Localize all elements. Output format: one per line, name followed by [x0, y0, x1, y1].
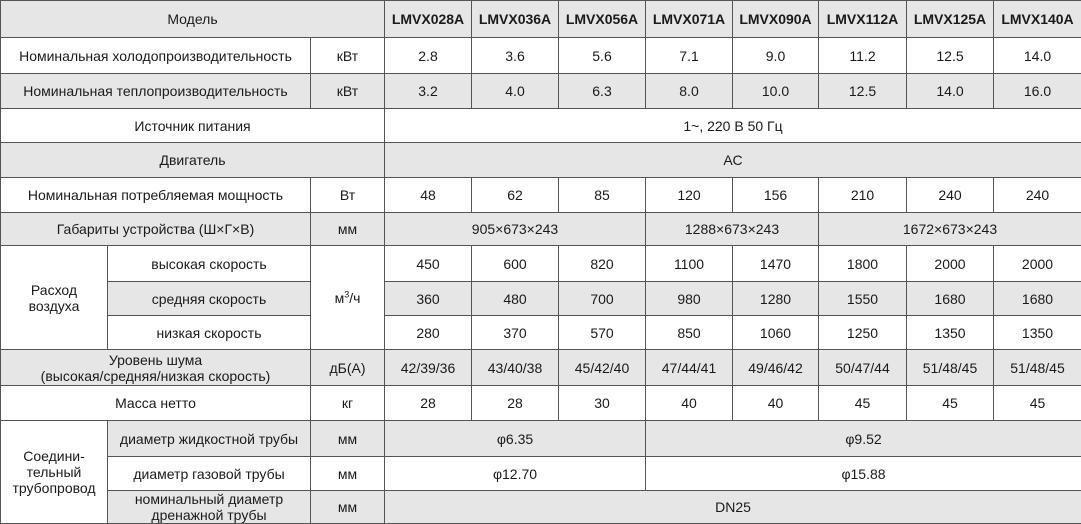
dimensions-value: 1288×673×243 — [646, 213, 819, 246]
airflow-high-label: высокая скорость — [108, 246, 311, 282]
power-input-value: 62 — [472, 178, 559, 213]
noise-value: 45/42/40 — [559, 350, 646, 386]
power-supply-row — [1, 109, 1081, 143]
airflow-high-value: 2000 — [907, 246, 994, 282]
cooling-value: 9.0 — [733, 38, 819, 74]
weight-unit: кг — [311, 386, 385, 421]
airflow-high-value: 600 — [472, 246, 559, 282]
airflow-unit-sup: 3 — [344, 289, 349, 299]
drain-pipe-row — [1, 491, 1081, 524]
header-row — [1, 1, 1081, 38]
heating-label: Номинальная теплопроизводительность — [1, 74, 311, 109]
power-input-unit: Вт — [311, 178, 385, 213]
noise-row — [1, 350, 1081, 386]
airflow-high-value: 1800 — [819, 246, 907, 282]
cooling-value: 5.6 — [559, 38, 646, 74]
motor-value: АС — [385, 143, 1081, 178]
motor-row — [1, 143, 1081, 178]
weight-value: 30 — [559, 386, 646, 421]
cooling-value: 2.8 — [385, 38, 472, 74]
weight-value: 40 — [733, 386, 819, 421]
airflow-low-value: 1060 — [733, 316, 819, 350]
model-name: LMVX125A — [907, 1, 994, 38]
airflow-medium-value: 480 — [472, 282, 559, 316]
drain-pipe-label-line: номинальный диаметр — [110, 491, 308, 507]
noise-label — [1, 350, 311, 386]
airflow-high-value: 450 — [385, 246, 472, 282]
dimensions-label: Габариты устройства (Ш×Г×В) — [1, 213, 311, 246]
noise-value: 51/48/45 — [994, 350, 1081, 386]
airflow-high-value: 1100 — [646, 246, 733, 282]
heating-value: 8.0 — [646, 74, 733, 109]
weight-value: 28 — [385, 386, 472, 421]
heating-value: 16.0 — [994, 74, 1081, 109]
weight-value: 45 — [994, 386, 1081, 421]
noise-value: 43/40/38 — [472, 350, 559, 386]
weight-label: Масса нетто — [1, 386, 311, 421]
airflow-label — [1, 246, 108, 350]
model-name: LMVX028A — [385, 1, 472, 38]
airflow-medium-value: 1280 — [733, 282, 819, 316]
model-name: LMVX090A — [733, 1, 819, 38]
airflow-low-row — [1, 316, 1081, 350]
noise-value: 49/46/42 — [733, 350, 819, 386]
airflow-label-line: Расход — [3, 282, 105, 298]
airflow-unit — [311, 246, 385, 350]
model-name: LMVX071A — [646, 1, 733, 38]
liquid-pipe-label: диаметр жидкостной трубы — [108, 421, 311, 457]
piping-label — [1, 421, 108, 524]
model-header-label: Модель — [1, 1, 385, 38]
power-input-value: 240 — [994, 178, 1081, 213]
model-name: LMVX056A — [559, 1, 646, 38]
weight-value: 28 — [472, 386, 559, 421]
airflow-label-line: воздуха — [3, 298, 105, 314]
cooling-value: 3.6 — [472, 38, 559, 74]
noise-value: 51/48/45 — [907, 350, 994, 386]
airflow-medium-value: 1550 — [819, 282, 907, 316]
airflow-high-value: 820 — [559, 246, 646, 282]
model-name: LMVX036A — [472, 1, 559, 38]
gas-pipe-unit: мм — [311, 457, 385, 491]
airflow-high-value: 1470 — [733, 246, 819, 282]
airflow-medium-value: 360 — [385, 282, 472, 316]
weight-row — [1, 386, 1081, 421]
piping-label-line: Соедини- — [3, 448, 105, 464]
cooling-value: 12.5 — [907, 38, 994, 74]
drain-pipe-value: DN25 — [385, 491, 1081, 524]
cooling-unit: кВт — [311, 38, 385, 74]
noise-value: 42/39/36 — [385, 350, 472, 386]
drain-pipe-label — [108, 491, 311, 524]
weight-value: 40 — [646, 386, 733, 421]
power-input-value: 156 — [733, 178, 819, 213]
power-input-value: 85 — [559, 178, 646, 213]
drain-pipe-label-line: дренажной трубы — [110, 507, 308, 523]
heating-unit: кВт — [311, 74, 385, 109]
airflow-low-value: 850 — [646, 316, 733, 350]
heating-value: 12.5 — [819, 74, 907, 109]
liquid-pipe-unit: мм — [311, 421, 385, 457]
weight-value: 45 — [907, 386, 994, 421]
noise-value: 50/47/44 — [819, 350, 907, 386]
power-input-value: 240 — [907, 178, 994, 213]
dimensions-value: 1672×673×243 — [819, 213, 1081, 246]
model-name: LMVX140A — [994, 1, 1081, 38]
cooling-value: 14.0 — [994, 38, 1081, 74]
model-name: LMVX112A — [819, 1, 907, 38]
airflow-low-value: 370 — [472, 316, 559, 350]
power-input-label: Номинальная потребляемая мощность — [1, 178, 311, 213]
airflow-low-label: низкая скорость — [108, 316, 311, 350]
cooling-label: Номинальная холодопроизводительность — [1, 38, 311, 74]
power-input-row — [1, 178, 1081, 213]
liquid-pipe-row — [1, 421, 1081, 457]
drain-pipe-unit: мм — [311, 491, 385, 524]
noise-label-line: Уровень шума — [3, 352, 308, 368]
airflow-medium-row — [1, 282, 1081, 316]
motor-label: Двигатель — [1, 143, 385, 178]
airflow-low-value: 1350 — [994, 316, 1081, 350]
cooling-row — [1, 38, 1081, 74]
heating-value: 3.2 — [385, 74, 472, 109]
piping-label-line: трубопровод — [3, 480, 105, 496]
power-supply-value: 1~, 220 В 50 Гц — [385, 109, 1081, 143]
airflow-medium-value: 700 — [559, 282, 646, 316]
gas-pipe-value: φ15.88 — [646, 457, 1081, 491]
airflow-low-value: 1350 — [907, 316, 994, 350]
power-input-value: 210 — [819, 178, 907, 213]
cooling-value: 11.2 — [819, 38, 907, 74]
airflow-high-row — [1, 246, 1081, 282]
dimensions-value: 905×673×243 — [385, 213, 646, 246]
airflow-unit-rest: /ч — [349, 290, 360, 306]
liquid-pipe-value: φ9.52 — [646, 421, 1081, 457]
cooling-value: 7.1 — [646, 38, 733, 74]
noise-unit: дБ(А) — [311, 350, 385, 386]
airflow-high-value: 2000 — [994, 246, 1081, 282]
dimensions-row — [1, 213, 1081, 246]
power-input-value: 120 — [646, 178, 733, 213]
gas-pipe-row — [1, 457, 1081, 491]
gas-pipe-label: диаметр газовой трубы — [108, 457, 311, 491]
heating-value: 6.3 — [559, 74, 646, 109]
airflow-medium-value: 1680 — [907, 282, 994, 316]
liquid-pipe-value: φ6.35 — [385, 421, 646, 457]
power-input-value: 48 — [385, 178, 472, 213]
airflow-medium-label: средняя скорость — [108, 282, 311, 316]
airflow-unit-base: м — [335, 290, 345, 306]
airflow-medium-value: 1680 — [994, 282, 1081, 316]
power-supply-label: Источник питания — [1, 109, 385, 143]
weight-value: 45 — [819, 386, 907, 421]
piping-label-line: тельный — [3, 464, 105, 480]
dimensions-unit: мм — [311, 213, 385, 246]
heating-row — [1, 74, 1081, 109]
heating-value: 4.0 — [472, 74, 559, 109]
airflow-low-value: 570 — [559, 316, 646, 350]
gas-pipe-value: φ12.70 — [385, 457, 646, 491]
heating-value: 14.0 — [907, 74, 994, 109]
noise-value: 47/44/41 — [646, 350, 733, 386]
airflow-low-value: 1250 — [819, 316, 907, 350]
airflow-medium-value: 980 — [646, 282, 733, 316]
noise-label-line: (высокая/средняя/низкая скорость) — [3, 368, 308, 384]
airflow-low-value: 280 — [385, 316, 472, 350]
heating-value: 10.0 — [733, 74, 819, 109]
